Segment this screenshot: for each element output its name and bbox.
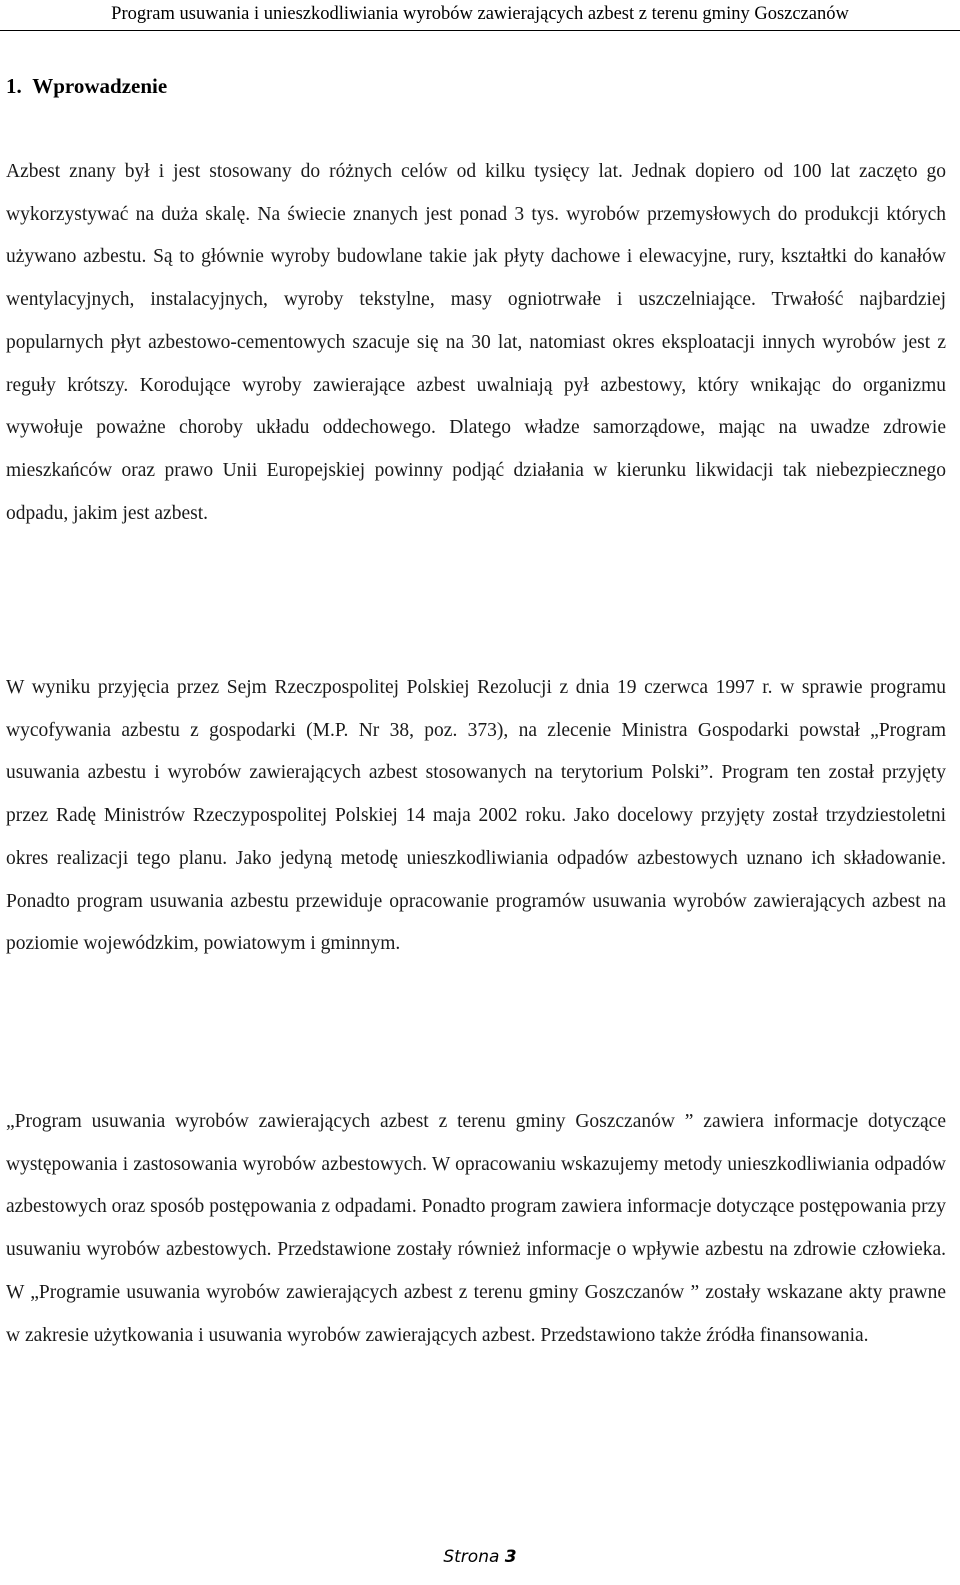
page-label: Strona bbox=[443, 1547, 500, 1567]
header-divider bbox=[0, 30, 960, 31]
section-number: 1. bbox=[6, 74, 22, 98]
paragraph-intro: Azbest znany był i jest stosowany do różnych celów od kilku tysięcy lat. Jednak dopiero od 100 lat zaczęto go wykorzystywać na duża skalę. Na świecie znanych jest ponad 3 tys. wyrobów przemysłowych do produkcji których używano azbestu. Są to głównie wyroby budowlane takie jak płyty dachowe i elewacyjne, rury, kształtki do kanałów wentylacyjnych, instalacyjnych, wyroby tekstylne, masy ogniotrwałe i uszczelniające. Trwałość najbardziej popularnych płyt azbestowo-cementowych szacuje się na 30 lat, natomiast okres eksploatacji innych wyrobów jest z reguły krótszy. Korodujące wyroby zawierające azbest uwalniają pył azbestowy, który wnikając do organizmu wywołuje poważne choroby układu oddechowego. Dlatego władze samorządowe, mając na uwadze zdrowie mieszkańców oraz prawo Unii Europejskiej powinny podjąć działania w kierunku likwidacji tak niebezpiecznego odpadu, jakim jest azbest. bbox=[6, 161, 946, 524]
section-heading bbox=[6, 70, 167, 102]
paragraph-program-scope: „Program usuwania wyrobów zawierających azbest z terenu gminy Goszczanów ” zawiera informacje dotyczące występowania i zastosowania wyrobów azbestowych. W opracowaniu wskazujemy metody unieszkodliwiania odpadów azbestowych oraz sposób postępowania z odpadami. Ponadto program zawiera informacje dotyczące postępowania przy usuwaniu wyrobów azbestowych. Przedstawione zostały również informacje o wpływie azbestu na zdrowie człowieka. W „Programie usuwania wyrobów zawierających azbest z terenu gminy Goszczanów ” zostały wskazane akty prawne w zakresie użytkowania i usuwania wyrobów zawierających azbest. Przedstawiono także źródła finansowania. bbox=[6, 1111, 946, 1346]
page-footer bbox=[0, 1544, 960, 1570]
page-number: 3 bbox=[504, 1547, 517, 1567]
paragraph-legal-background: W wyniku przyjęcia przez Sejm Rzeczpospolitej Polskiej Rezolucji z dnia 19 czerwca 1997 r. w sprawie programu wycofywania azbestu z gospodarki (M.P. Nr 38, poz. 373), na zlecenie Ministra Gospodarki powstał „Program usuwania azbestu i wyrobów zawierających azbest stosowanych na terytorium Polski”. Program ten został przyjęty przez Radę Ministrów Rzeczypospolitej Polskiej 14 maja 2002 roku. Jako docelowy przyjęty został trzydziestoletni okres realizacji tego planu. Jako jedyną metodę unieszkodliwiania odpadów azbestowych uznano ich składowanie. Ponadto program usuwania azbestu przewiduje opracowanie programów usuwania wyrobów zawierających azbest na poziomie wojewódzkim, powiatowym i gminnym. bbox=[6, 677, 946, 955]
running-header: Program usuwania i unieszkodliwiania wyrobów zawierających azbest z terenu gminy Goszczanów bbox=[111, 4, 849, 24]
section-title: Wprowadzenie bbox=[32, 74, 168, 98]
